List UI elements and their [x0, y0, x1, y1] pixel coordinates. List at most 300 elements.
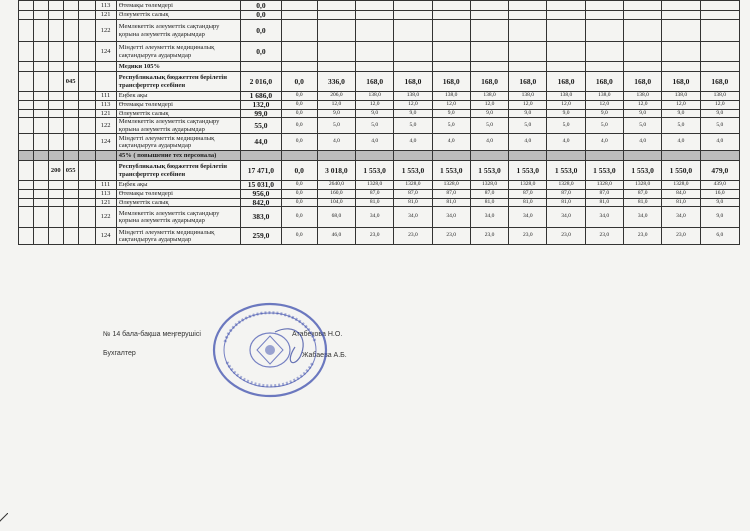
item-name-cell: Өтемақы төлемдері: [116, 101, 240, 110]
month-value-cell: 4,0: [356, 134, 394, 151]
month-value-cell: 1 553,0: [432, 161, 470, 181]
head-name: Атабекова Н.О.: [292, 331, 343, 338]
blank-cell: [19, 72, 34, 92]
subprogram-code-cell: [63, 190, 78, 199]
month-value-cell: 34,0: [394, 207, 432, 228]
month-value-cell: 5,0: [547, 118, 585, 134]
month-value-cell: 23,0: [585, 228, 623, 245]
month-value-cell: 1 553,0: [623, 161, 661, 181]
subprogram-code-cell: [63, 181, 78, 190]
month-value-cell: [547, 42, 585, 62]
blank-cell: [78, 198, 95, 207]
month-value-cell: 9,0: [700, 198, 739, 207]
month-value-cell: [356, 1, 394, 11]
month-value-cell: [547, 62, 585, 72]
month-value-cell: 23,0: [470, 228, 508, 245]
month-value-cell: [317, 42, 355, 62]
month-value-cell: [317, 1, 355, 11]
month-value-cell: 160,0: [317, 190, 355, 199]
month-value-cell: 9,0: [470, 109, 508, 118]
blank-cell: [33, 161, 48, 181]
program-code-cell: 200: [48, 161, 63, 181]
month-value-cell: 168,0: [547, 72, 585, 92]
program-code-cell: [48, 20, 63, 42]
month-value-cell: [281, 42, 317, 62]
month-value-cell: 81,0: [509, 198, 547, 207]
table-row: [19, 207, 740, 228]
month-value-cell: 4,0: [585, 134, 623, 151]
table-row: [19, 101, 740, 110]
blank-cell: [19, 181, 34, 190]
blank-cell: [19, 118, 34, 134]
month-value-cell: [509, 62, 547, 72]
month-value-cell: 34,0: [662, 207, 700, 228]
month-value-cell: 0,0: [281, 190, 317, 199]
budget-table: [18, 0, 740, 245]
month-value-cell: 34,0: [509, 207, 547, 228]
blank-cell: [19, 207, 34, 228]
month-value-cell: [281, 11, 317, 20]
specifics-code-cell: 121: [95, 11, 116, 20]
month-value-cell: 87,0: [394, 190, 432, 199]
blank-cell: [78, 109, 95, 118]
month-value-cell: 1328,0: [432, 181, 470, 190]
blank-cell: [19, 42, 34, 62]
month-value-cell: 2640,0: [317, 181, 355, 190]
month-value-cell: 68,0: [317, 207, 355, 228]
month-value-cell: 23,0: [432, 228, 470, 245]
table-row: [19, 62, 740, 72]
month-value-cell: [509, 11, 547, 20]
month-value-cell: [356, 42, 394, 62]
item-name-cell: Өтемақы төлемдері: [116, 1, 240, 11]
blank-cell: [78, 151, 95, 161]
blank-cell: [33, 92, 48, 101]
program-code-cell: [48, 228, 63, 245]
month-value-cell: [623, 20, 661, 42]
program-code-cell: [48, 207, 63, 228]
blank-cell: [78, 101, 95, 110]
annual-total-cell: [241, 62, 281, 72]
month-value-cell: 12,0: [509, 101, 547, 110]
subprogram-code-cell: 055: [63, 161, 78, 181]
month-value-cell: [356, 62, 394, 72]
month-value-cell: 0,0: [281, 109, 317, 118]
month-value-cell: [662, 1, 700, 11]
month-value-cell: 81,0: [432, 198, 470, 207]
table-row: [19, 11, 740, 20]
month-value-cell: [394, 20, 432, 42]
month-value-cell: 168,0: [509, 72, 547, 92]
month-value-cell: [662, 62, 700, 72]
blank-cell: [78, 228, 95, 245]
month-value-cell: [394, 42, 432, 62]
annual-total-cell: 842,0: [241, 198, 281, 207]
month-value-cell: 12,0: [432, 101, 470, 110]
month-value-cell: [317, 20, 355, 42]
month-value-cell: [394, 1, 432, 11]
month-value-cell: 1328,0: [547, 181, 585, 190]
item-name-cell: Мемлекеттік әлеуметтік сақтандыру қорына әлеуметтік аударымдар: [116, 118, 240, 134]
month-value-cell: 9,0: [700, 207, 739, 228]
annual-total-cell: 15 031,0: [241, 181, 281, 190]
month-value-cell: [470, 1, 508, 11]
table-row: [19, 1, 740, 11]
month-value-cell: 9,0: [317, 109, 355, 118]
annual-total-cell: 1 686,0: [241, 92, 281, 101]
blank-cell: [33, 62, 48, 72]
month-value-cell: 81,0: [356, 198, 394, 207]
item-name-cell: Мемлекеттік әлеуметтік сақтандыру қорына әлеуметтік аударымдар: [116, 207, 240, 228]
month-value-cell: 138,0: [509, 92, 547, 101]
table-row: [19, 42, 740, 62]
month-value-cell: 479,0: [700, 161, 739, 181]
annual-total-cell: 0,0: [241, 42, 281, 62]
month-value-cell: 4,0: [509, 134, 547, 151]
blank-cell: [78, 11, 95, 20]
blank-cell: [78, 207, 95, 228]
program-code-cell: [48, 151, 63, 161]
month-value-cell: 23,0: [662, 228, 700, 245]
month-value-cell: 4,0: [662, 134, 700, 151]
blank-cell: [19, 92, 34, 101]
month-value-cell: [585, 42, 623, 62]
blank-cell: [19, 20, 34, 42]
blank-cell: [33, 134, 48, 151]
month-value-cell: 5,0: [585, 118, 623, 134]
item-name-cell: Міндетті әлеуметтік медициналық сақтандыруға аударымдар: [116, 134, 240, 151]
month-value-cell: 4,0: [432, 134, 470, 151]
month-value-cell: 12,0: [700, 101, 739, 110]
blank-cell: [78, 134, 95, 151]
month-value-cell: [623, 62, 661, 72]
month-value-cell: 168,0: [356, 72, 394, 92]
specifics-code-cell: 124: [95, 228, 116, 245]
blank-cell: [19, 161, 34, 181]
specifics-code-cell: 113: [95, 190, 116, 199]
month-value-cell: 168,0: [700, 72, 739, 92]
month-value-cell: [623, 42, 661, 62]
blank-cell: [33, 151, 48, 161]
month-value-cell: 4,0: [317, 134, 355, 151]
month-value-cell: 84,0: [662, 190, 700, 199]
subprogram-code-cell: [63, 109, 78, 118]
specifics-code-cell: 122: [95, 207, 116, 228]
program-code-cell: [48, 134, 63, 151]
program-code-cell: [48, 181, 63, 190]
program-code-cell: [48, 109, 63, 118]
month-value-cell: [700, 42, 739, 62]
month-value-cell: 5,0: [509, 118, 547, 134]
month-value-cell: [281, 62, 317, 72]
month-value-cell: 34,0: [585, 207, 623, 228]
month-value-cell: 138,0: [547, 92, 585, 101]
month-value-cell: [432, 151, 470, 161]
specifics-code-cell: 121: [95, 198, 116, 207]
month-value-cell: 9,0: [394, 109, 432, 118]
month-value-cell: 5,0: [432, 118, 470, 134]
item-name-cell: Мемлекеттік әлеуметтік сақтандыру қорына әлеуметтік аударымдар: [116, 20, 240, 42]
page-corner-mark: [0, 513, 8, 523]
month-value-cell: 87,0: [509, 190, 547, 199]
subprogram-code-cell: [63, 151, 78, 161]
month-value-cell: [432, 1, 470, 11]
specifics-code-cell: [95, 72, 116, 92]
month-value-cell: 9,0: [432, 109, 470, 118]
item-name-cell: Медики 105%: [116, 62, 240, 72]
month-value-cell: 168,0: [470, 72, 508, 92]
month-value-cell: 206,0: [317, 92, 355, 101]
month-value-cell: 5,0: [662, 118, 700, 134]
month-value-cell: 0,0: [281, 198, 317, 207]
month-value-cell: 12,0: [356, 101, 394, 110]
month-value-cell: 168,0: [623, 72, 661, 92]
blank-cell: [19, 198, 34, 207]
month-value-cell: 0,0: [281, 161, 317, 181]
annual-total-cell: 0,0: [241, 20, 281, 42]
blank-cell: [78, 92, 95, 101]
month-value-cell: [509, 1, 547, 11]
specifics-code-cell: 121: [95, 109, 116, 118]
month-value-cell: [623, 151, 661, 161]
blank-cell: [33, 1, 48, 11]
month-value-cell: [662, 20, 700, 42]
program-code-cell: [48, 72, 63, 92]
month-value-cell: 168,0: [662, 72, 700, 92]
item-name-cell: Еңбек ақы: [116, 92, 240, 101]
month-value-cell: 34,0: [547, 207, 585, 228]
blank-cell: [78, 118, 95, 134]
month-value-cell: 168,0: [585, 72, 623, 92]
program-code-cell: [48, 11, 63, 20]
table-row: [19, 20, 740, 42]
month-value-cell: 23,0: [356, 228, 394, 245]
month-value-cell: [509, 42, 547, 62]
month-value-cell: 336,0: [317, 72, 355, 92]
blank-cell: [78, 161, 95, 181]
month-value-cell: [432, 20, 470, 42]
month-value-cell: [700, 1, 739, 11]
blank-cell: [33, 198, 48, 207]
month-value-cell: [662, 151, 700, 161]
month-value-cell: 81,0: [585, 198, 623, 207]
program-code-cell: [48, 198, 63, 207]
month-value-cell: 9,0: [700, 109, 739, 118]
month-value-cell: 0,0: [281, 92, 317, 101]
month-value-cell: [317, 151, 355, 161]
blank-cell: [33, 207, 48, 228]
item-name-cell: Әлеуметтік салық: [116, 198, 240, 207]
blank-cell: [33, 118, 48, 134]
month-value-cell: 1 550,0: [662, 161, 700, 181]
month-value-cell: 12,0: [585, 101, 623, 110]
table-row: [19, 190, 740, 199]
month-value-cell: 0,0: [281, 134, 317, 151]
month-value-cell: 16,0: [700, 190, 739, 199]
blank-cell: [33, 11, 48, 20]
month-value-cell: 0,0: [281, 228, 317, 245]
month-value-cell: 4,0: [394, 134, 432, 151]
month-value-cell: 0,0: [281, 118, 317, 134]
item-name-cell: Әлеуметтік салық: [116, 109, 240, 118]
month-value-cell: 168,0: [394, 72, 432, 92]
month-value-cell: 87,0: [585, 190, 623, 199]
annual-total-cell: 383,0: [241, 207, 281, 228]
blank-cell: [19, 1, 34, 11]
subprogram-code-cell: [63, 11, 78, 20]
specifics-code-cell: 122: [95, 118, 116, 134]
month-value-cell: [662, 42, 700, 62]
table-row: [19, 181, 740, 190]
accountant-name: Жабаева А.Б.: [302, 352, 347, 359]
month-value-cell: [623, 1, 661, 11]
specifics-code-cell: 124: [95, 42, 116, 62]
month-value-cell: 4,0: [700, 134, 739, 151]
month-value-cell: [356, 11, 394, 20]
subprogram-code-cell: [63, 101, 78, 110]
month-value-cell: [432, 42, 470, 62]
program-code-cell: [48, 118, 63, 134]
table-row: [19, 109, 740, 118]
month-value-cell: 9,0: [585, 109, 623, 118]
month-value-cell: 12,0: [394, 101, 432, 110]
blank-cell: [78, 20, 95, 42]
month-value-cell: 0,0: [281, 101, 317, 110]
annual-total-cell: 99,0: [241, 109, 281, 118]
specifics-code-cell: 122: [95, 20, 116, 42]
month-value-cell: 1328,0: [585, 181, 623, 190]
subprogram-code-cell: [63, 42, 78, 62]
month-value-cell: 1328,0: [394, 181, 432, 190]
month-value-cell: [662, 11, 700, 20]
item-name-cell: Міндетті әлеуметтік медициналық сақтандыруға аударымдар: [116, 42, 240, 62]
specifics-code-cell: 111: [95, 181, 116, 190]
month-value-cell: [470, 42, 508, 62]
month-value-cell: [700, 11, 739, 20]
month-value-cell: [281, 20, 317, 42]
month-value-cell: 9,0: [547, 109, 585, 118]
month-value-cell: [509, 151, 547, 161]
month-value-cell: [470, 20, 508, 42]
month-value-cell: 87,0: [547, 190, 585, 199]
month-value-cell: [509, 20, 547, 42]
month-value-cell: 1 553,0: [394, 161, 432, 181]
month-value-cell: [700, 20, 739, 42]
program-code-cell: [48, 92, 63, 101]
month-value-cell: 138,0: [356, 92, 394, 101]
blank-cell: [33, 101, 48, 110]
month-value-cell: [394, 62, 432, 72]
month-value-cell: [470, 11, 508, 20]
month-value-cell: 138,0: [662, 92, 700, 101]
annual-total-cell: 956,0: [241, 190, 281, 199]
month-value-cell: [585, 20, 623, 42]
month-value-cell: [317, 11, 355, 20]
blank-cell: [78, 1, 95, 11]
subprogram-code-cell: [63, 207, 78, 228]
month-value-cell: 23,0: [509, 228, 547, 245]
subprogram-code-cell: [63, 1, 78, 11]
accountant-title: Бухгалтер: [103, 350, 136, 357]
annual-total-cell: 17 471,0: [241, 161, 281, 181]
month-value-cell: 81,0: [470, 198, 508, 207]
month-value-cell: [356, 20, 394, 42]
month-value-cell: 87,0: [432, 190, 470, 199]
annual-total-cell: 259,0: [241, 228, 281, 245]
blank-cell: [78, 42, 95, 62]
month-value-cell: 23,0: [623, 228, 661, 245]
item-name-cell: Әлеуметтік салық: [116, 11, 240, 20]
month-value-cell: 4,0: [470, 134, 508, 151]
month-value-cell: [432, 11, 470, 20]
blank-cell: [19, 228, 34, 245]
month-value-cell: 1 553,0: [356, 161, 394, 181]
month-value-cell: [585, 11, 623, 20]
month-value-cell: [547, 1, 585, 11]
annual-total-cell: 2 016,0: [241, 72, 281, 92]
month-value-cell: 9,0: [356, 109, 394, 118]
month-value-cell: 87,0: [623, 190, 661, 199]
month-value-cell: 0,0: [281, 207, 317, 228]
annual-total-cell: 0,0: [241, 1, 281, 11]
month-value-cell: [281, 1, 317, 11]
month-value-cell: [432, 62, 470, 72]
item-name-cell: 45% ( повышение тех персонала): [116, 151, 240, 161]
table-row: [19, 161, 740, 181]
month-value-cell: 5,0: [356, 118, 394, 134]
month-value-cell: [585, 151, 623, 161]
blank-cell: [33, 190, 48, 199]
month-value-cell: 34,0: [432, 207, 470, 228]
blank-cell: [19, 11, 34, 20]
month-value-cell: 1 553,0: [509, 161, 547, 181]
subprogram-code-cell: [63, 62, 78, 72]
month-value-cell: 138,0: [470, 92, 508, 101]
month-value-cell: [700, 62, 739, 72]
month-value-cell: 4,0: [547, 134, 585, 151]
budget-table-sheet: [18, 0, 740, 245]
month-value-cell: [585, 62, 623, 72]
month-value-cell: 34,0: [470, 207, 508, 228]
month-value-cell: [356, 151, 394, 161]
specifics-code-cell: 124: [95, 134, 116, 151]
annual-total-cell: 132,0: [241, 101, 281, 110]
month-value-cell: 1328,0: [623, 181, 661, 190]
item-name-cell: Міндетті әлеуметтік медициналық сақтандыруға аударымдар: [116, 228, 240, 245]
subprogram-code-cell: [63, 20, 78, 42]
month-value-cell: 138,0: [432, 92, 470, 101]
blank-cell: [33, 109, 48, 118]
month-value-cell: 87,0: [470, 190, 508, 199]
month-value-cell: 0,0: [281, 72, 317, 92]
month-value-cell: 9,0: [662, 109, 700, 118]
month-value-cell: 138,0: [394, 92, 432, 101]
subprogram-code-cell: [63, 118, 78, 134]
item-name-cell: Өтемақы төлемдері: [116, 190, 240, 199]
table-row: [19, 118, 740, 134]
annual-total-cell: 55,0: [241, 118, 281, 134]
specifics-code-cell: 113: [95, 101, 116, 110]
item-name-cell: Республикалық бюджеттен берілетін трансферттер есебінен: [116, 72, 240, 92]
month-value-cell: 138,0: [700, 92, 739, 101]
blank-cell: [19, 190, 34, 199]
month-value-cell: 81,0: [394, 198, 432, 207]
month-value-cell: 46,0: [317, 228, 355, 245]
head-title: № 14 бала-бақша меңгерушісі: [103, 331, 201, 338]
month-value-cell: 5,0: [700, 118, 739, 134]
subprogram-code-cell: [63, 198, 78, 207]
subprogram-code-cell: [63, 92, 78, 101]
